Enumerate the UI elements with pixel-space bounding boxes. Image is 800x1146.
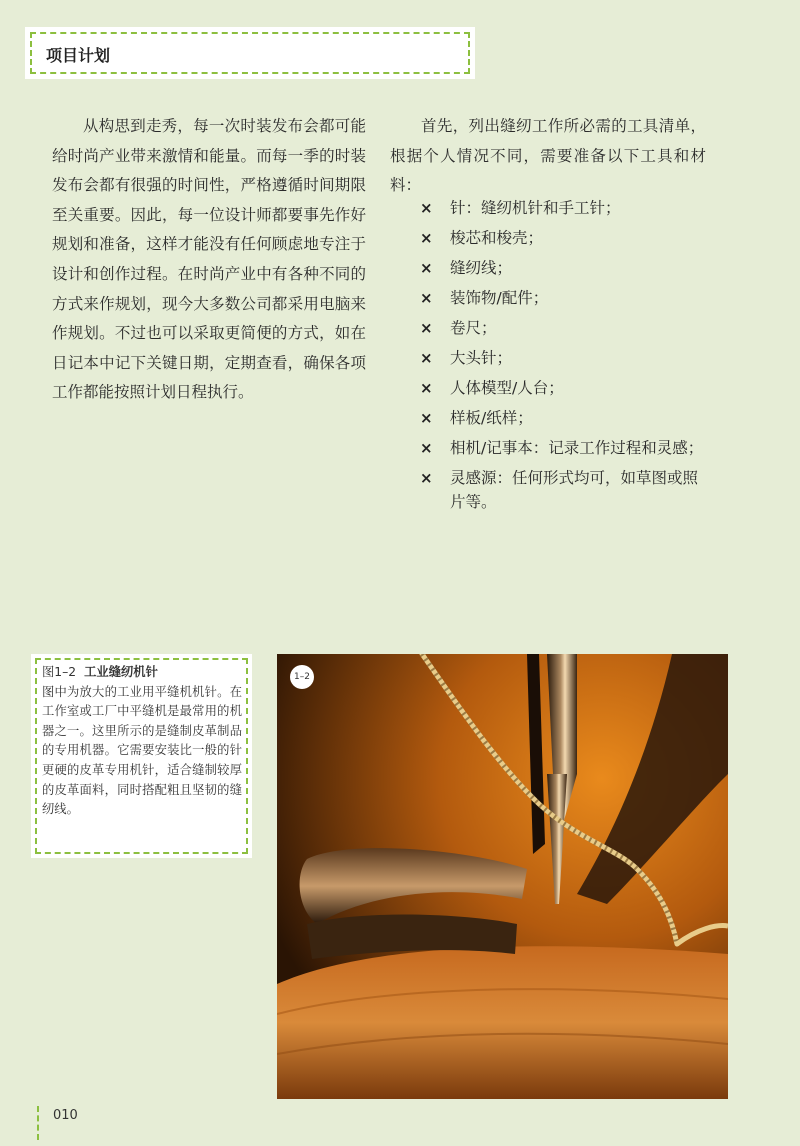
figure-number: 图1–2 (42, 665, 77, 679)
cross-bullet-icon: × (420, 349, 433, 367)
section-title: 项目计划 (30, 32, 470, 74)
figure-caption-text: 图中为放大的工业用平缝机机针。在工作室或工厂中平缝机是最常用的机器之一。这里所示的是缝制皮革制品的专用机器。它需要安装比一般的针更硬的皮革专用机针，适合缝制较厚的皮革面料，同时搭配粗且坚韧的缝纫线。 (42, 684, 242, 817)
cross-bullet-icon: × (420, 379, 433, 397)
cross-bullet-icon: × (420, 409, 433, 427)
list-item-text: 卷尺； (450, 319, 497, 337)
cross-bullet-icon: × (420, 469, 433, 487)
sewing-needle-photo (277, 654, 728, 1099)
list-item (420, 226, 710, 250)
list-item-text: 针：缝纫机针和手工针； (450, 199, 621, 217)
cross-bullet-icon: × (420, 259, 433, 277)
list-item (420, 406, 710, 430)
list-item-text: 大头针； (450, 349, 513, 367)
list-item (420, 376, 710, 400)
cross-bullet-icon: × (420, 229, 433, 247)
list-item (420, 196, 710, 220)
section-header (25, 27, 475, 79)
tool-list (420, 196, 710, 520)
figure-caption-box (31, 654, 252, 858)
list-item (420, 286, 710, 310)
page-number: 010 (53, 1108, 78, 1123)
cross-bullet-icon: × (420, 439, 433, 457)
list-item-text: 梭芯和梭壳； (450, 229, 544, 247)
cross-bullet-icon: × (420, 289, 433, 307)
sewing-machine-illustration (277, 654, 728, 1099)
list-item-text: 人体模型/人台； (450, 379, 564, 397)
page-number-rule (37, 1106, 39, 1140)
list-item-text: 相机/记事本：记录工作过程和灵感； (450, 439, 704, 457)
list-item-text: 灵感源：任何形式均可，如草图或照片等。 (450, 469, 699, 511)
figure-badge: 1–2 (290, 665, 314, 689)
figure-title: 工业缝纫机针 (84, 665, 158, 679)
list-item (420, 436, 710, 460)
cross-bullet-icon: × (420, 199, 433, 217)
list-item (420, 316, 710, 340)
list-item (420, 256, 710, 280)
tools-intro-paragraph: 首先，列出缝纫工作所必需的工具清单，根据个人情况不同，需要准备以下工具和材料： (390, 117, 706, 195)
intro-paragraph: 从构思到走秀，每一次时装发布会都可能给时尚产业带来激情和能量。而每一季的时装发布会都有很强的时间性，严格遵循时间期限至关重要。因此，每一位设计师都要事先作好规划和准备，这样才能没有任何顾虑地专注于设计和创作过程。在时尚产业中有各种不同的方式来作规划，现今大多数公司都采用电脑来作规划。不过也可以采取更简便的方式，如在日记本中记下关键日期，定期查看，确保各项工作都能按照计划日程执行。 (52, 117, 366, 402)
list-item (420, 346, 710, 370)
list-item-text: 缝纫线； (450, 259, 513, 277)
list-item-text: 样板/纸样； (450, 409, 533, 427)
figure-caption-title (42, 663, 242, 683)
list-item (420, 466, 710, 514)
list-item-text: 装饰物/配件； (450, 289, 549, 307)
cross-bullet-icon: × (420, 319, 433, 337)
